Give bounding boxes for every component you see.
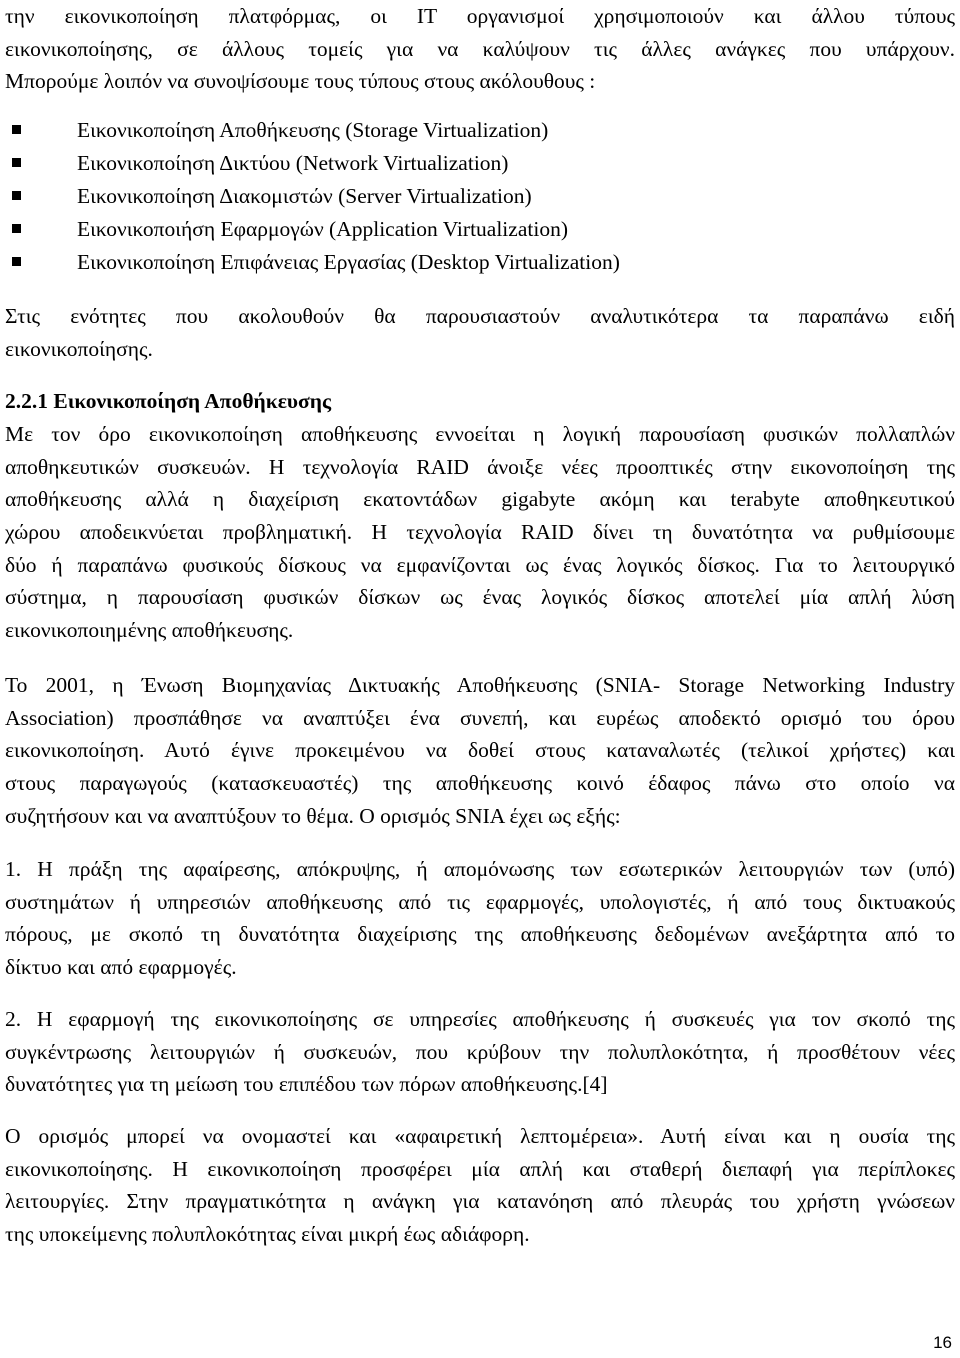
- page-number: 16: [933, 1333, 952, 1352]
- text-line: Με τον όρο εικονικοποίηση αποθήκευσης εννοείται η λογική παρουσίαση φυσικών πολλαπλών: [5, 422, 955, 446]
- list-item: Εικονικοποίηση Δικτύου (Network Virtualization): [0, 147, 960, 180]
- text-line: εικονικοποίησης. Η εικονικοποίηση προσφέρει μία απλή και σταθερή διεπαφή για περίπλοκες: [5, 1156, 955, 1181]
- list-item: Εικονικοποίηση Διακομιστών (Server Virtualization): [0, 180, 960, 213]
- text-line: 1. Η πράξη της αφαίρεσης, απόκρυψης, ή απομόνωσης των εσωτερικών λειτουργιών των (υπό): [5, 857, 955, 881]
- text-line: αποθήκευσης αλλά η διαχείριση εκατοντάδων gigabyte ακόμη και terabyte αποθηκευτικού: [5, 487, 955, 512]
- text-line: δυνατότητες για τη μείωση του επιπέδου των πόρων αποθήκευσης.[4]: [5, 1072, 608, 1097]
- bullet-square-icon: [12, 158, 21, 167]
- section-heading: 2.2.1 Εικονικοποίηση Αποθήκευσης: [5, 389, 332, 413]
- text-line: Association) προσπάθησε να αναπτύξει ένα συνεπή, και ευρέως αποδεκτό ορισμό του όρου: [5, 705, 955, 730]
- text-line: Μπορούμε λοιπόν να συνοψίσουμε τους τύπους στους ακόλουθους :: [5, 69, 596, 94]
- text-line: δίκτυο και από εφαρμογές.: [5, 955, 237, 980]
- text-line: της υποκείμενης πολυπλοκότητας είναι μικρή έως αδιάφορη.: [5, 1222, 530, 1247]
- intro-paragraph: [5, 0, 955, 98]
- text-line: Στις ενότητες που ακολουθούν θα παρουσιαστούν αναλυτικότερα τα παραπάνω ειδή: [5, 304, 955, 328]
- sections-paragraph: [5, 300, 955, 365]
- text-line: Το 2001, η Ένωση Βιομηχανίας Δικτυακής Αποθήκευσης (SNIA- Storage Networking Industry: [5, 673, 955, 697]
- text-line: συστημάτων ή υπηρεσιών αποθήκευσης από τις εφαρμογές, υπολογιστές, ή από τους δικτυακούς: [5, 889, 955, 914]
- text-line: εικονικοποίησης.: [5, 336, 153, 361]
- text-line: εικονικοποίηση. Αυτό έγινε προκειμένου να δοθεί στους καταναλωτές (τελικοί χρήστες) και: [5, 738, 955, 763]
- text-line: συζητήσουν και να αναπτύξουν το θέμα. Ο ορισμός SNIA έχει ως εξής:: [5, 803, 621, 828]
- bullet-square-icon: [12, 191, 21, 200]
- text-line: 2. Η εφαρμογή της εικονικοποίησης σε υπηρεσίες αποθήκευσης ή συσκευές για τον σκοπό της: [5, 1007, 955, 1031]
- list-item: Εικονικοποίηση Αποθήκευσης (Storage Virtualization): [0, 114, 960, 147]
- text-line: Ο ορισμός μπορεί να ονομαστεί και «αφαιρετική λεπτομέρεια». Αυτή είναι και η ουσία της: [5, 1124, 955, 1148]
- bullet-square-icon: [12, 257, 21, 266]
- text-line: αποθηκευτικών συσκευών. Η τεχνολογία RAID άνοιξε νέες προοπτικές στην εικονοποίηση της: [5, 454, 955, 479]
- text-line: την εικονικοποίηση πλατφόρμας, οι IT οργανισμοί χρησιμοποιούν και άλλου τύπους: [5, 4, 955, 28]
- snia-paragraph: [5, 669, 955, 832]
- text-line: πόρους, με σκοπό τη δυνατότητα διαχείρισης της αποθήκευσης δεδομένων ανεξάρτητα από το: [5, 922, 955, 947]
- text-line: δύο ή παραπάνω φυσικούς δίσκους να εμφανίζονται ως ένας λογικός δίσκος. Για το λειτουργικό: [5, 552, 955, 577]
- text-line: χώρου αποδεικνύεται προβληματική. Η τεχνολογία RAID δίνει τη δυνατότητα να ρυθμίσουμε: [5, 520, 955, 545]
- bullet-square-icon: [12, 125, 21, 134]
- list-item: Εικονικοποιήση Εφαρμογών (Application Virtualization): [0, 213, 960, 246]
- virtualization-types-list: [0, 114, 960, 279]
- text-line: στους παραγωγούς (κατασκευαστές) της αποθήκευσης κοινό έδαφος πάνω στο οποίο να: [5, 771, 955, 796]
- text-line: συγκέντρωσης λειτουργιών ή συσκευών, που κρύβουν την πολυπλοκότητα, ή προσθέτουν νέες: [5, 1039, 955, 1064]
- text-line: σύστημα, η παρουσίαση φυσικών δίσκων ως ένας λογικός δίσκος αποτελεί μία απλή λύση: [5, 585, 955, 610]
- abstraction-paragraph: [5, 1120, 955, 1251]
- definition-2-paragraph: [5, 1003, 955, 1101]
- list-item: Εικονικοποίηση Επιφάνειας Εργασίας (Desktop Virtualization): [0, 246, 960, 279]
- definition-1-paragraph: [5, 853, 955, 984]
- text-line: εικονικοποιημένης αποθήκευσης.: [5, 618, 294, 643]
- text-line: λειτουργίες. Στην πραγματικότητα η ανάγκη για κατανόηση από πλευράς του χρήστη γνώσεων: [5, 1189, 955, 1214]
- bullet-square-icon: [12, 224, 21, 233]
- text-line: εικονικοποίησης, σε άλλους τομείς για να καλύψουν τις άλλες ανάγκες που υπάρχουν.: [5, 36, 955, 61]
- storage-paragraph: [5, 418, 955, 647]
